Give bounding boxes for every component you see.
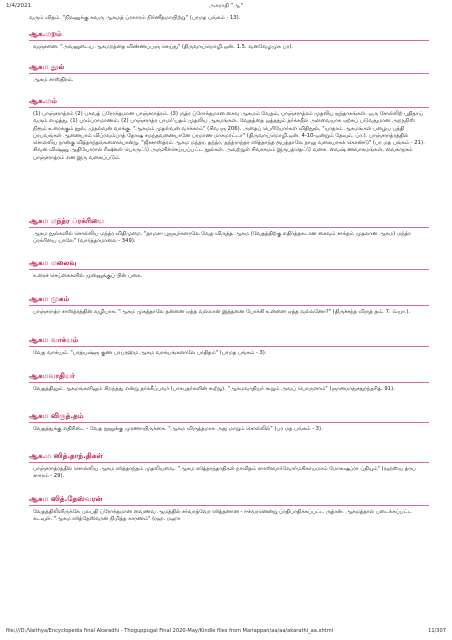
entry-body: உரைச் செய்கைகளில் முன்னுக்குப் பின் பகை.: [33, 273, 143, 279]
entry-heading: ஆகம முகம்: [29, 294, 429, 306]
entry-aga-maram: [29, 29, 429, 51]
entry-agama-nool: [29, 62, 429, 84]
intro-text: வரும் விதம். "நிலனுக்கு கவரு ஆகமத் ப்ரகாரம் நிர்ணீதமாயிற்று" (பரமத பங்கம் · 13).: [29, 15, 241, 21]
entry-agamavadhiyar: [29, 371, 429, 393]
entry-heading: ஆகம வாக்யம்: [29, 335, 429, 347]
entry-heading: ஆகம விருத்.தம்: [29, 411, 429, 423]
print-date: 1/4/2021: [6, 3, 32, 9]
entry-agama-malaivu: [29, 258, 429, 280]
entry-agama-siddheswaran: [29, 494, 429, 524]
entry-body: வேதத்திலிளிருக்கே பலபதி ப்ரோக்தமான வைணவ ஆமத்தில் சர்வாத்வேர ஸித்தனான - ஈச்வரனென்று ப்ரதிபாதிக்கப்பட்ட ருத்ரன். ஆகமத்தால் படைக்கப்பட்ட கடவுள். "ஆகம ஸித்தேஸ்வரன் நிமித்த காரணம்" (ரஹ. மஹா: [33, 509, 412, 523]
entry-body: ஆகம நூல்களில் சொல்லிய மந்த்ர விதிமுறை. "தாமஸ புஜவுர்களாலே வேத விருத்த ஆகம (வேதத்திற்கு எதிர்த்தகடான சைவம் சாக்தம் முதலான ஆகம) மந்த்ர ப்ரக்ரியை யாலே" (வார்த்தாமாலை - 349).: [33, 231, 411, 245]
entry-heading: ஆகமவாதியர்: [29, 371, 429, 383]
entry-heading: ஆகம மந்த்ர ப்ரக்ரியை: [29, 216, 429, 228]
entry-body: (1) பாஞ்சராத்ரம் (2) பகவத் ப்ரோக்தமான பாஞ்சராத்ரம். (3) ருத்ர ப்ரோக்தமான சைவ ஆகமம் வேதம், பாஞ்சராத்ரம் முதலிய ஐந்தாகங்கள். ஒரு சோல்லிற் புதிதாய் வரும் எழுத்து. (1) பரம்பராமாணம், (2) பாஞ்சராத்ர பாமர்'யதம் முதலிய ஆகமங்கள். வேதத்தை ஒத்ததும் தர்க்கநீல் அளவையாக ஏற்கப் படுவதுமான அறநநிஸ் நிரூம் உரைக்கும் நூல், முதல்வன் வாக்கு. "ஆகமம் முதல்வன் வாக்காம்" (சிவ ஞ 206). அதைப் பெரியோர்கள் விதிநூல், "யாதாம் ஆகமங்கள் பழைய பத்தி ப்ரபவங்கள் ஆனையாம் விப்ரவம்பாத் தோஷ சமந்தவனையானே ப்ரமாண மாகமாட்டா" (திருவாய்மொழி.ஒன். 4-10-ஒன்றும் தேவும். ப்ர.). பாஞ்சராத்ரத்தில் சொல்லிய நான்கு வித்தாந்தங்களையொன்று. "ஜீசசாஸ்த்ரம் ஆகம மந்த்ர, தந்த்ர, தந்த்ராந்தர ஸித்தாந்த ரூபத்தாலே நாலு வகையாகக் கொண்டு" (பர மத பங்கம் - 21). சிவன் விஷ்ணு ஆதியோரால் ரிஷிகள் பொருட்டு அருளிச்செய்யப்பட்ட நூல்கள். அவற்றுள் சிவாகமம் இருபத்தெட்டு வகை. வைஷ் ணவாகமங்கள், வைகாநசம் பாஞ்சராத்ரம் என இரு வகைப்படும்.: [33, 111, 425, 161]
entry-heading: ஆகம மலைவு: [29, 258, 429, 270]
page-number: 11/307: [428, 628, 446, 634]
entry-agama-siddhantigal: [29, 451, 429, 481]
entry-body: பாஞ்சராத்ரத்தில் சொல்லிய ஆகம ஸித்தாந்தம் முதலியவை. "ஆகம ஸித்தாந்தாதிகள் நாவிதம் ஸாஸ்வார்வோர்மகிகாயமாம் மோகஷப்ரா ப்தியும்" (ரஹஸ்ய த்ரய ஸாரம் - 29).: [33, 466, 416, 480]
entry-heading: ஆக.மறம்: [29, 29, 429, 41]
entry-body: வேத வாக்யம். "பரத்யஷ்ஞ குண பரப்ரஹ்ம ஆகம வாக்யங்களாலே பாதிதம்" (பரமத பங்கம் - 3).: [33, 350, 267, 356]
entry-body: வேதத்திலும் ஆகமங்களிலும் சிறந்தது என்று தர்க்கீப்பவர் (பாசபதர்களின் கூற்று). "ஆகமவாதியர் கூறும் அவப் பொருளாம்" (ஞானமாதுசதுரந்தரித். 91).: [33, 386, 395, 392]
entry-heading: ஆக.மம்: [29, 96, 429, 108]
entry-agama-mantra-prakriyai: [29, 216, 429, 246]
entry-heading: ஆகம ஸித்.தேஸ்வரன்: [29, 494, 429, 506]
entry-agamam: [29, 96, 429, 162]
entry-heading: ஆகம நூல்: [29, 62, 429, 74]
entry-body: வஞ்சனை. "அவனுடைய ஆகமறத்தை விண்ணப்பஞ் செய்து" (திருவாய்மொழி.ஒன். 1.5. வனவேழமுக ப்ர).: [33, 44, 293, 50]
page-header: [6, 3, 446, 13]
page-footer: [6, 628, 446, 637]
entry-body: வேதத்துக்கு எதிரிடை - வேத நூலுக்கு முரணாயிருக்கை. "ஆகம விருத்தமாக அது மாறும் சொல்லில்" (பர மத பங்கம் - 3).: [33, 426, 323, 432]
entry-agama-vakyam: [29, 335, 429, 357]
entry-body: பாஞ்சராத்ர சாஸ்த்ரத்தின் வழியாக. "ஆகம முகத்தாலே தன்னை ஏத்த வல்லான் இத்தனை போக்கி உன்னை ஏத்த வல்லனோ?" (திருச்சந்த விருத் தம். 7. வ்யா.).: [33, 309, 411, 315]
entry-body: ஆகம சாஸ்திரம்.: [33, 77, 74, 83]
entry-agama-mugam: [29, 294, 429, 316]
file-path: file:///D:/Vaithya/Encyclopedia final Akaradhi - Thoguppugal Final 2020-May/Kindle files from Mariappan/aa/aa/akarathi_aa.xhtml: [6, 628, 334, 634]
entry-heading: ஆக.ம ஸித்.தாந்.திகள்: [29, 451, 429, 463]
page-title: அகராதி "ஆ": [208, 3, 244, 9]
entry-agama-viruttam: [29, 411, 429, 433]
